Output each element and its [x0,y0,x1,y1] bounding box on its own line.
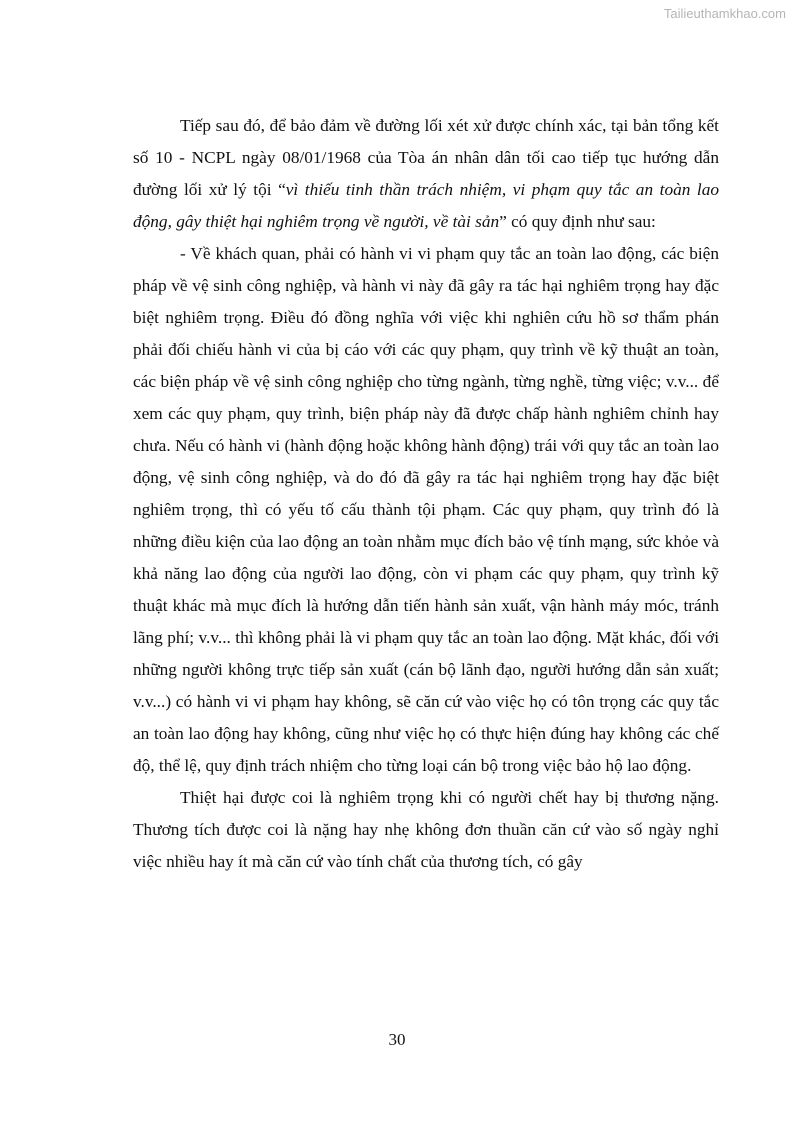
paragraph-3: Thiệt hại được coi là nghiêm trọng khi có người chết hay bị thương nặng. Thương tích được coi là nặng hay nhẹ không đơn thuần căn cứ vào số ngày nghỉ việc nhiều hay ít mà căn cứ vào tính chất của thương tích, có gây [133,788,719,871]
document-body [133,110,719,878]
paragraph-2: - Về khách quan, phải có hành vi vi phạm quy tắc an toàn lao động, các biện pháp về vệ sinh công nghiệp, và hành vi này đã gây ra tác hại nghiêm trọng hay đặc biệt nghiêm trọng. Điều đó đồng nghĩa với việc khi nghiên cứu hồ sơ thẩm phán phải đối chiếu hành vi của bị cáo với các quy phạm, quy trình về kỹ thuật an toàn, các biện pháp về vệ sinh công nghiệp cho từng ngành, từng nghề, từng việc; v.v... để xem các quy phạm, quy trình, biện pháp này đã được chấp hành nghiêm chỉnh hay chưa. Nếu có hành vi (hành động hoặc không hành động) trái với quy tắc an toàn lao động, vệ sinh công nghiệp, và do đó đã gây ra tác hại nghiêm trọng hay đặc biệt nghiêm trọng, thì có yếu tố cấu thành tội phạm. Các quy phạm, quy trình đó là những điều kiện của lao động an toàn nhằm mục đích bảo vệ tính mạng, sức khỏe và khả năng lao động của người lao động, còn vi phạm các quy phạm, quy trình kỹ thuật khác mà mục đích là hướng dẫn tiến hành sản xuất, vận hành máy móc, tránh lãng phí; v.v... thì không phải là vi phạm quy tắc an toàn lao động. Mặt khác, đối với những người không trực tiếp sản xuất (cán bộ lãnh đạo, người hướng dẫn sản xuất; v.v...) có hành vi vi phạm hay không, sẽ căn cứ vào việc họ có tôn trọng các quy tắc an toàn lao động hay không, cũng như việc họ có thực hiện đúng hay không các chế độ, thể lệ, quy định trách nhiệm cho từng loại cán bộ trong việc bảo hộ lao động. [133,244,719,775]
paragraph-1 [133,110,719,238]
paragraph-1-text: Tiếp sau đó, để bảo đảm về đường lối xét xử được chính xác, tại bản tổng kết số 10 - NCPL ngày 08/01/1968 của Tòa án nhân dân tối cao tiếp tục hướng dẫn đường lối xử lý tội “ [133,116,719,199]
page-number: 30 [388,1030,406,1049]
watermark: Tailieuthamkhao.com [663,6,786,21]
paragraph-1-italic-quote: vì thiếu tinh thần trách nhiệm, vi phạm quy tắc an toàn lao động, gây thiệt hại nghiêm trọng về người, về tài sản [133,180,719,231]
paragraph-1-text-end: ” có quy định như sau: [499,212,656,231]
